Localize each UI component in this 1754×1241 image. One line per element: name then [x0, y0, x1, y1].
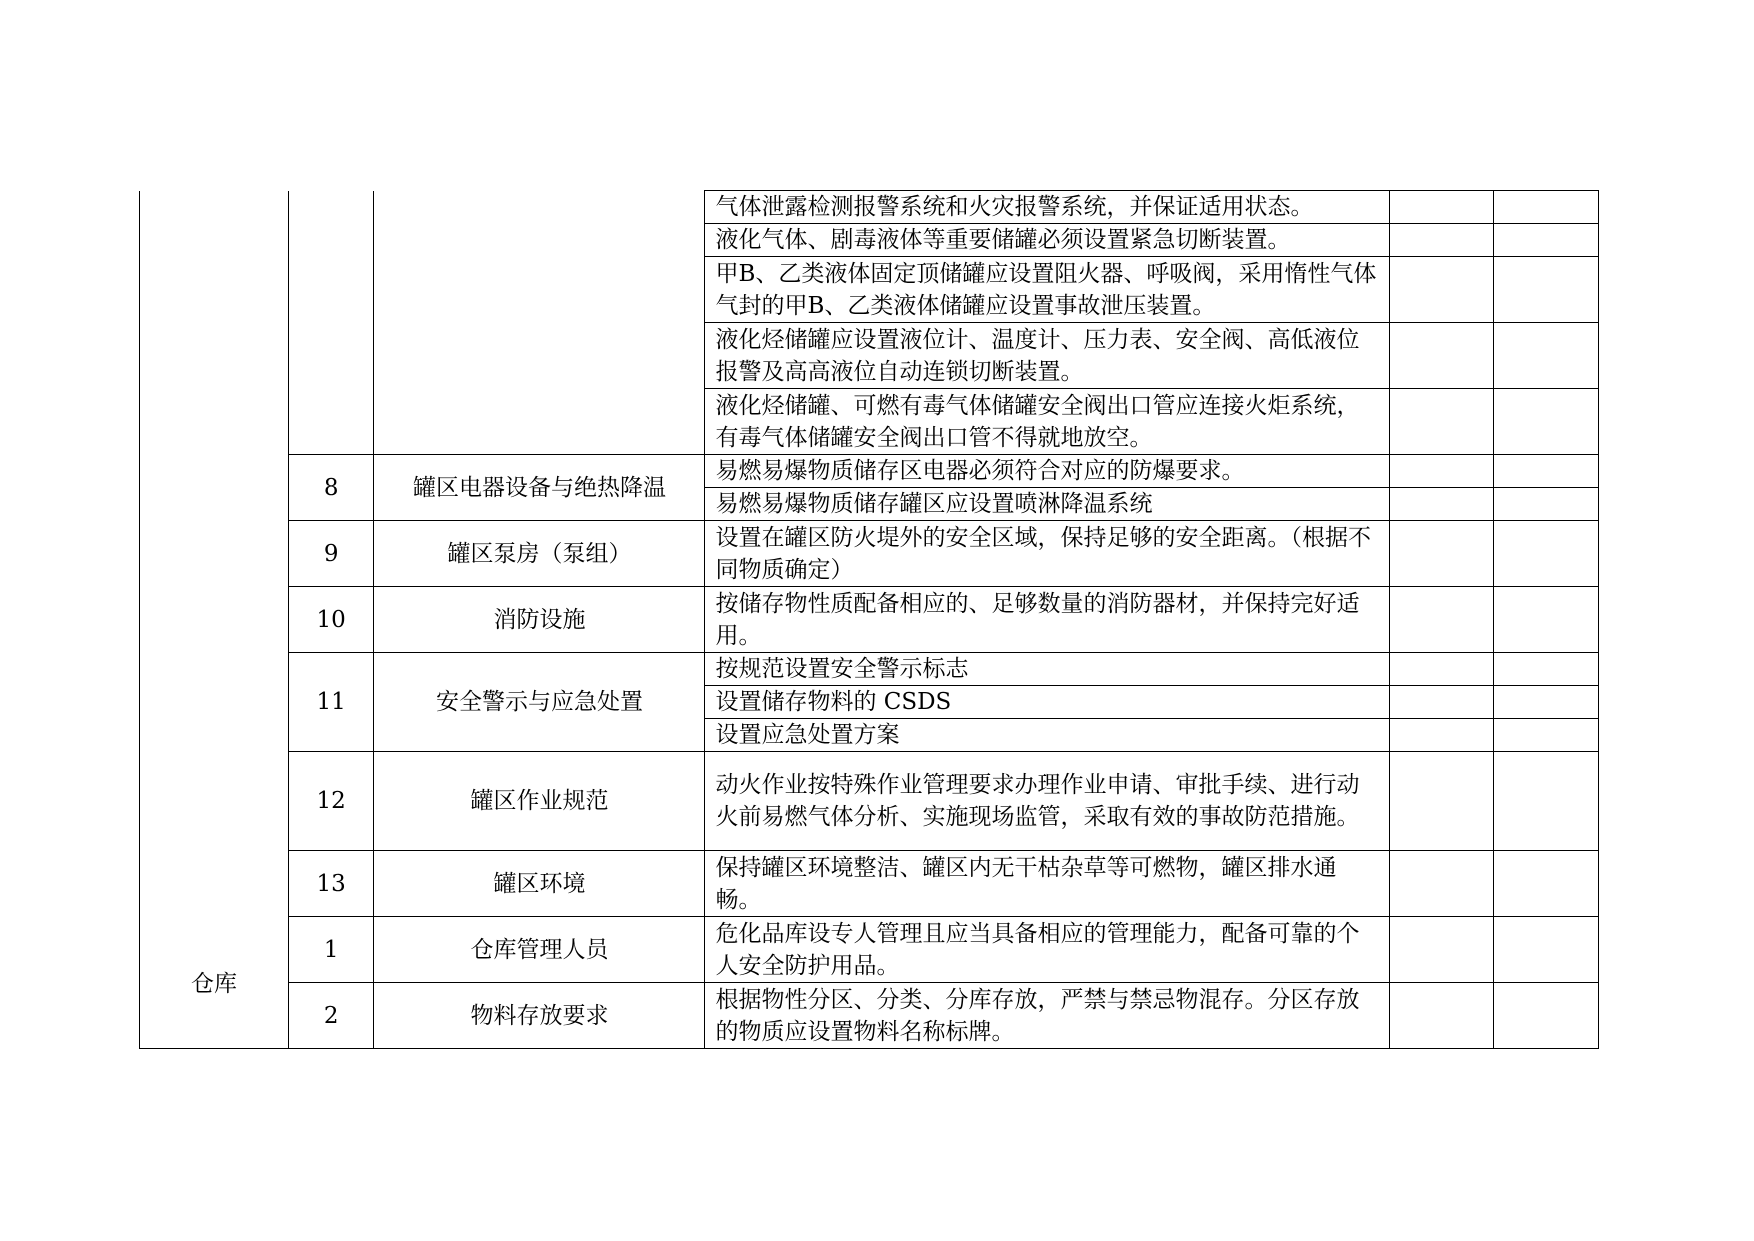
remarks-cell	[1494, 983, 1599, 1049]
remarks-cell	[1494, 851, 1599, 917]
remarks-cell	[1494, 191, 1599, 224]
check-result-cell	[1389, 917, 1494, 983]
requirement-cell: 液化烃储罐应设置液位计、温度计、压力表、安全阀、高低液位报警及高高液位自动连锁切断装置。	[705, 323, 1389, 389]
requirement-cell: 根据物性分区、分类、分库存放，严禁与禁忌物混存。分区存放的物质应设置物料名称标牌。	[705, 983, 1389, 1049]
item-name-cell: 安全警示与应急处置	[374, 653, 705, 752]
item-name-cell: 罐区泵房（泵组）	[374, 521, 705, 587]
item-name-cell: 罐区环境	[374, 851, 705, 917]
requirement-cell: 易燃易爆物质储存区电器必须符合对应的防爆要求。	[705, 455, 1389, 488]
row-number-cell: 13	[288, 851, 374, 917]
check-result-cell	[1389, 752, 1494, 851]
requirement-cell: 保持罐区环境整洁、罐区内无干枯杂草等可燃物，罐区排水通畅。	[705, 851, 1389, 917]
check-result-cell	[1389, 587, 1494, 653]
table-row	[140, 587, 1599, 653]
requirement-cell: 气体泄露检测报警系统和火灾报警系统，并保证适用状态。	[705, 191, 1389, 224]
requirement-cell: 设置储存物料的 CSDS	[705, 686, 1389, 719]
check-result-cell	[1389, 191, 1494, 224]
remarks-cell	[1494, 257, 1599, 323]
remarks-cell	[1494, 488, 1599, 521]
check-result-cell	[1389, 488, 1494, 521]
remarks-cell	[1494, 686, 1599, 719]
row-number-cell: 12	[288, 752, 374, 851]
category-cell-warehouse: 仓库	[140, 587, 289, 1049]
row-number-cell: 10	[288, 587, 374, 653]
check-result-cell	[1389, 455, 1494, 488]
table-row	[140, 917, 1599, 983]
check-result-cell	[1389, 224, 1494, 257]
remarks-cell	[1494, 389, 1599, 455]
remarks-cell	[1494, 653, 1599, 686]
requirement-cell: 危化品库设专人管理且应当具备相应的管理能力，配备可靠的个人安全防护用品。	[705, 917, 1389, 983]
requirement-cell: 甲B、乙类液体固定顶储罐应设置阻火器、呼吸阀，采用惰性气体气封的甲B、乙类液体储罐应设置事故泄压装置。	[705, 257, 1389, 323]
item-name-cell: 罐区作业规范	[374, 752, 705, 851]
requirement-cell: 液化烃储罐、可燃有毒气体储罐安全阀出口管应连接火炬系统，有毒气体储罐安全阀出口管不得就地放空。	[705, 389, 1389, 455]
item-name-cell: 物料存放要求	[374, 983, 705, 1049]
requirement-cell: 按规范设置安全警示标志	[705, 653, 1389, 686]
row-number-cell: 11	[288, 653, 374, 752]
table-row	[140, 191, 1599, 224]
inspection-table	[139, 190, 1599, 1049]
check-result-cell	[1389, 653, 1494, 686]
remarks-cell	[1494, 455, 1599, 488]
remarks-cell	[1494, 587, 1599, 653]
item-name-cell	[374, 191, 705, 455]
remarks-cell	[1494, 521, 1599, 587]
category-cell-tank-area	[140, 191, 289, 587]
table-row	[140, 851, 1599, 917]
item-name-cell: 消防设施	[374, 587, 705, 653]
requirement-cell: 设置应急处置方案	[705, 719, 1389, 752]
check-result-cell	[1389, 851, 1494, 917]
remarks-cell	[1494, 719, 1599, 752]
check-result-cell	[1389, 257, 1494, 323]
check-result-cell	[1389, 719, 1494, 752]
check-result-cell	[1389, 983, 1494, 1049]
table-row	[140, 983, 1599, 1049]
row-number-cell: 1	[288, 917, 374, 983]
check-result-cell	[1389, 686, 1494, 719]
row-number-cell: 2	[288, 983, 374, 1049]
remarks-cell	[1494, 917, 1599, 983]
requirement-cell: 设置在罐区防火堤外的安全区域，保持足够的安全距离。（根据不同物质确定）	[705, 521, 1389, 587]
check-result-cell	[1389, 521, 1494, 587]
remarks-cell	[1494, 752, 1599, 851]
table-row	[140, 752, 1599, 851]
table-row	[140, 653, 1599, 686]
row-number-cell	[288, 191, 374, 455]
requirement-cell: 易燃易爆物质储存罐区应设置喷淋降温系统	[705, 488, 1389, 521]
row-number-cell: 8	[288, 455, 374, 521]
requirement-cell: 动火作业按特殊作业管理要求办理作业申请、审批手续、进行动火前易燃气体分析、实施现场监管，采取有效的事故防范措施。	[705, 752, 1389, 851]
table-row	[140, 455, 1599, 488]
remarks-cell	[1494, 224, 1599, 257]
requirement-cell: 液化气体、剧毒液体等重要储罐必须设置紧急切断装置。	[705, 224, 1389, 257]
table-row	[140, 521, 1599, 587]
row-number-cell: 9	[288, 521, 374, 587]
remarks-cell	[1494, 323, 1599, 389]
requirement-cell: 按储存物性质配备相应的、足够数量的消防器材，并保持完好适用。	[705, 587, 1389, 653]
item-name-cell: 仓库管理人员	[374, 917, 705, 983]
check-result-cell	[1389, 389, 1494, 455]
check-result-cell	[1389, 323, 1494, 389]
item-name-cell: 罐区电器设备与绝热降温	[374, 455, 705, 521]
